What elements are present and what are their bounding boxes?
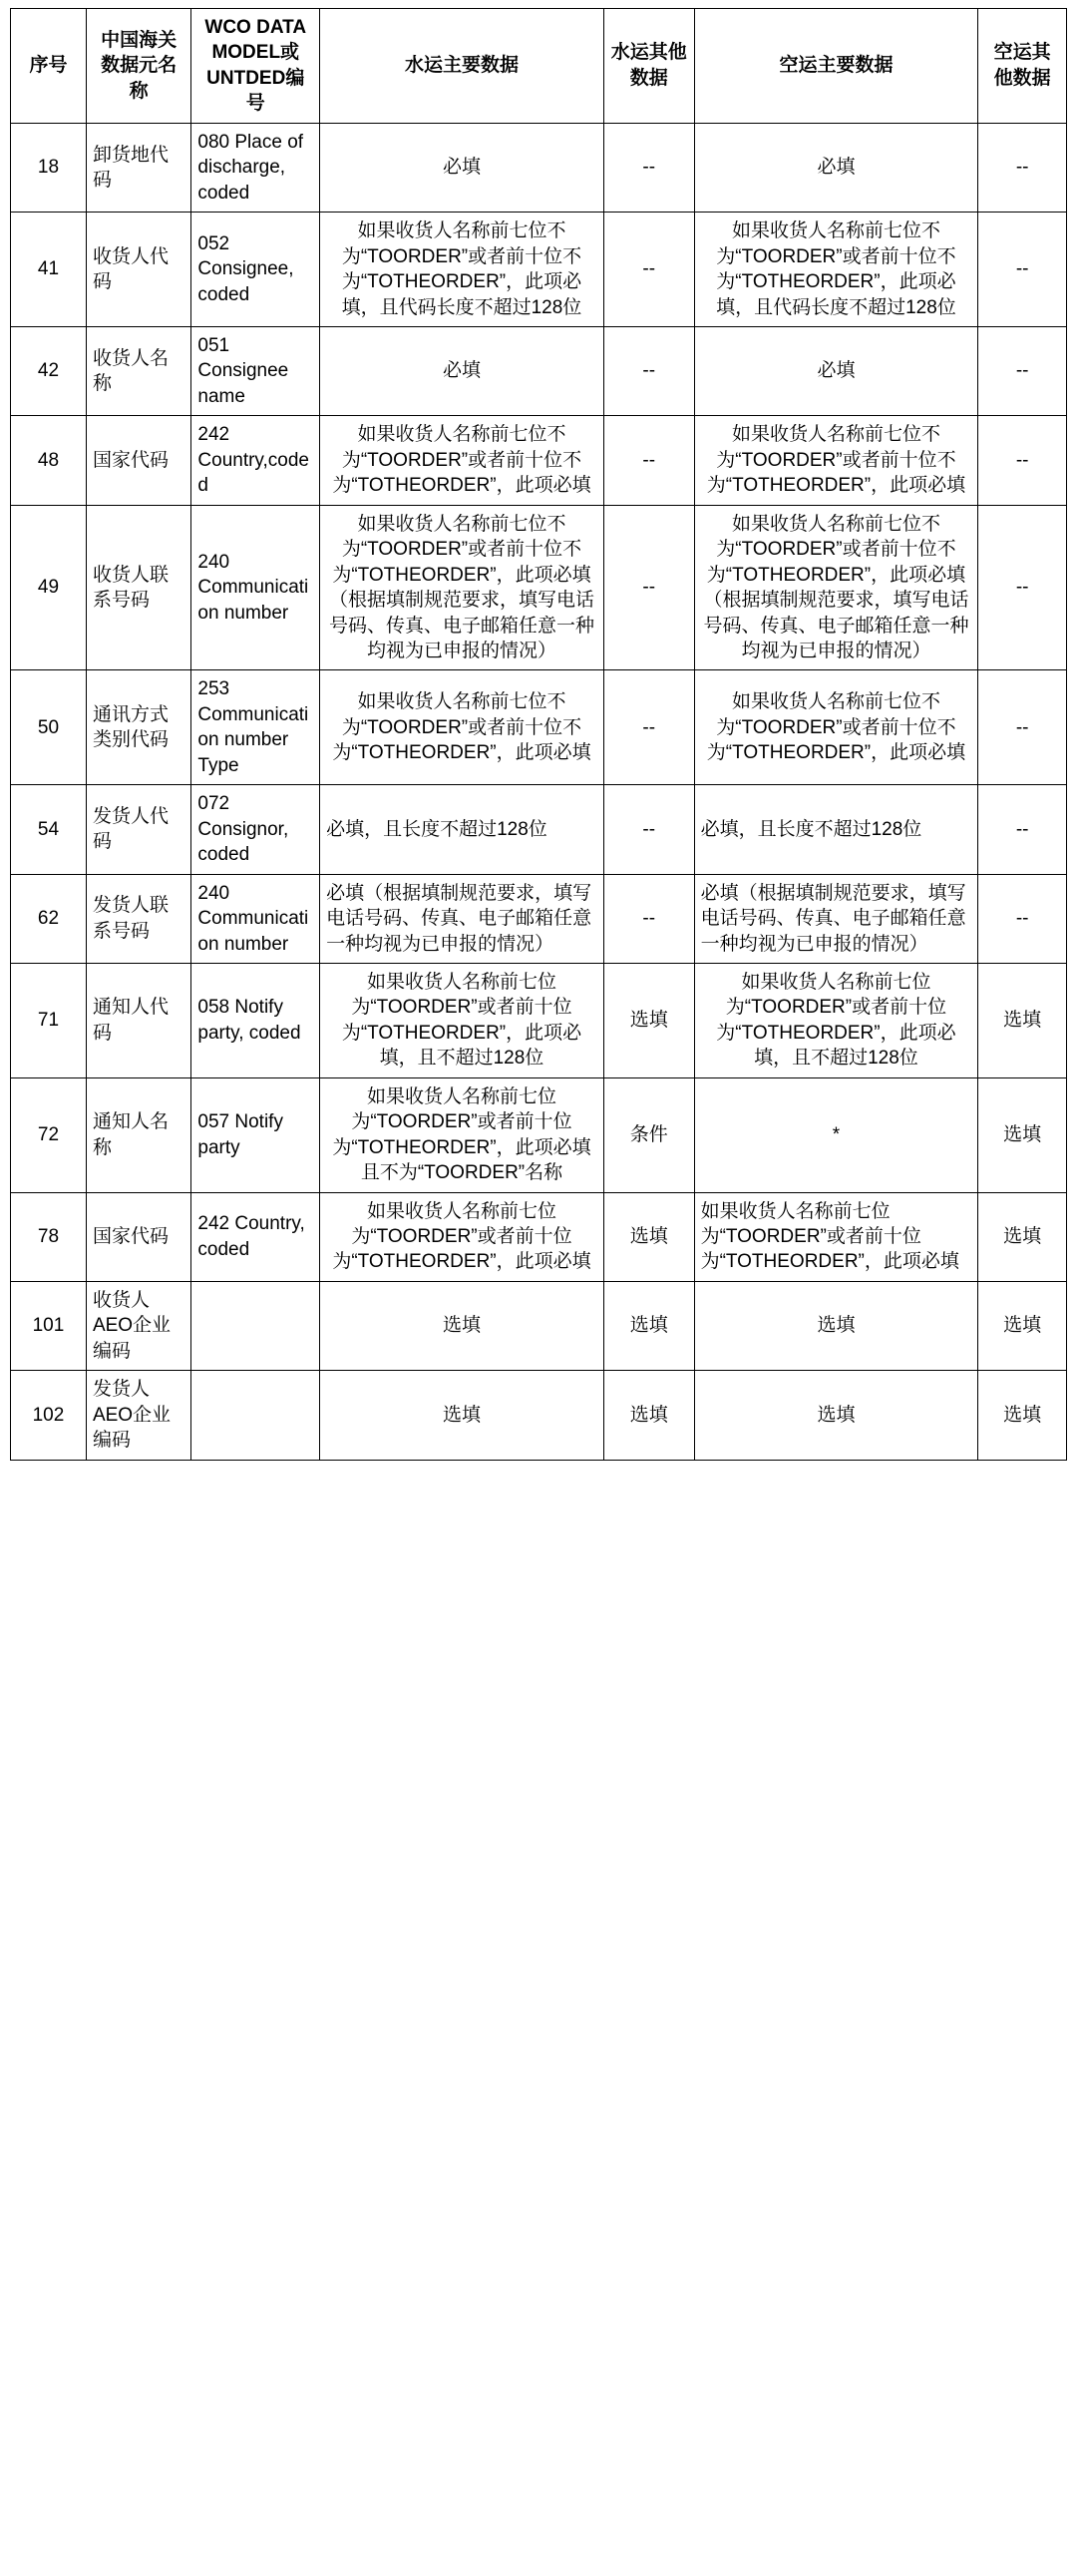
cell-sea-other: -- (603, 670, 694, 785)
column-header-sea-other-data: 水运其他数据 (603, 9, 694, 124)
table-row (11, 1281, 1067, 1370)
cell-element-name: 国家代码 (86, 416, 190, 505)
table-header (11, 9, 1067, 124)
table-row (11, 1371, 1067, 1460)
cell-air-other: 选填 (978, 963, 1067, 1077)
cell-air-main: 选填 (694, 1281, 978, 1370)
cell-wco-code: 253 Communication number Type (191, 670, 320, 785)
column-header-wco-untded-number: WCO DATA MODEL或UNTDED编号 (191, 9, 320, 124)
cell-air-other: -- (978, 326, 1067, 415)
cell-sea-main: 如果收货人名称前七位不为“TOORDER”或者前十位不为“TOTHEORDER”，此项必填 (320, 416, 604, 505)
cell-air-other: 选填 (978, 1077, 1067, 1192)
cell-air-main: 如果收货人名称前七位为“TOORDER”或者前十位为“TOTHEORDER”，此项必填 (694, 1192, 978, 1281)
table-body (11, 123, 1067, 1460)
cell-element-name: 通讯方式类别代码 (86, 670, 190, 785)
cell-air-main: 如果收货人名称前七位为“TOORDER”或者前十位为“TOTHEORDER”，此项必填，且不超过128位 (694, 963, 978, 1077)
column-header-air-main-data: 空运主要数据 (694, 9, 978, 124)
cell-sea-other: 选填 (603, 1192, 694, 1281)
cell-wco-code (191, 1281, 320, 1370)
cell-element-name: 收货人联系号码 (86, 505, 190, 670)
cell-sea-main: 选填 (320, 1371, 604, 1460)
cell-seq: 54 (11, 785, 87, 874)
cell-seq: 102 (11, 1371, 87, 1460)
cell-sea-main: 如果收货人名称前七位为“TOORDER”或者前十位为“TOTHEORDER”，此项必填，且不超过128位 (320, 963, 604, 1077)
table-row (11, 874, 1067, 963)
cell-wco-code: 051 Consignee name (191, 326, 320, 415)
cell-sea-other: 条件 (603, 1077, 694, 1192)
cell-sea-other: -- (603, 213, 694, 327)
cell-wco-code: 057 Notify party (191, 1077, 320, 1192)
cell-seq: 62 (11, 874, 87, 963)
cell-air-main: 必填，且长度不超过128位 (694, 785, 978, 874)
table-row (11, 123, 1067, 212)
cell-seq: 101 (11, 1281, 87, 1370)
table-row (11, 213, 1067, 327)
cell-sea-other: -- (603, 326, 694, 415)
cell-element-name: 通知人名称 (86, 1077, 190, 1192)
column-header-china-customs-element-name: 中国海关数据元名称 (86, 9, 190, 124)
cell-sea-other: 选填 (603, 963, 694, 1077)
cell-seq: 71 (11, 963, 87, 1077)
cell-element-name: 发货人联系号码 (86, 874, 190, 963)
cell-air-other: -- (978, 785, 1067, 874)
cell-air-other: 选填 (978, 1371, 1067, 1460)
cell-element-name: 收货人AEO企业编码 (86, 1281, 190, 1370)
column-header-sea-main-data: 水运主要数据 (320, 9, 604, 124)
cell-element-name: 通知人代码 (86, 963, 190, 1077)
cell-air-other: 选填 (978, 1281, 1067, 1370)
cell-air-main: 必填 (694, 123, 978, 212)
cell-air-main: 必填 (694, 326, 978, 415)
cell-sea-other: -- (603, 123, 694, 212)
cell-seq: 42 (11, 326, 87, 415)
table-row (11, 505, 1067, 670)
cell-sea-other: -- (603, 505, 694, 670)
cell-wco-code: 242 Country, coded (191, 1192, 320, 1281)
cell-air-other: -- (978, 416, 1067, 505)
customs-data-element-table (10, 8, 1067, 1461)
cell-sea-main: 如果收货人名称前七位为“TOORDER”或者前十位为“TOTHEORDER”，此项必填且不为“TOORDER”名称 (320, 1077, 604, 1192)
cell-element-name: 卸货地代码 (86, 123, 190, 212)
table-header-row (11, 9, 1067, 124)
cell-wco-code: 058 Notify party, coded (191, 963, 320, 1077)
cell-air-main: 选填 (694, 1371, 978, 1460)
table-row (11, 670, 1067, 785)
cell-sea-main: 必填（根据填制规范要求，填写电话号码、传真、电子邮箱任意一种均视为已申报的情况） (320, 874, 604, 963)
cell-wco-code: 240 Communication number (191, 874, 320, 963)
cell-air-main: 如果收货人名称前七位不为“TOORDER”或者前十位不为“TOTHEORDER”，此项必填 (694, 416, 978, 505)
cell-seq: 50 (11, 670, 87, 785)
cell-wco-code: 052 Consignee, coded (191, 213, 320, 327)
cell-sea-other: -- (603, 785, 694, 874)
cell-air-other: -- (978, 874, 1067, 963)
cell-wco-code: 242 Country,coded (191, 416, 320, 505)
cell-sea-main: 必填 (320, 326, 604, 415)
cell-air-other: 选填 (978, 1192, 1067, 1281)
cell-element-name: 国家代码 (86, 1192, 190, 1281)
cell-sea-other: -- (603, 416, 694, 505)
cell-sea-main: 选填 (320, 1281, 604, 1370)
cell-seq: 72 (11, 1077, 87, 1192)
cell-sea-other: 选填 (603, 1371, 694, 1460)
cell-seq: 48 (11, 416, 87, 505)
cell-sea-main: 如果收货人名称前七位为“TOORDER”或者前十位为“TOTHEORDER”，此项必填 (320, 1192, 604, 1281)
column-header-seq: 序号 (11, 9, 87, 124)
cell-air-other: -- (978, 213, 1067, 327)
cell-seq: 41 (11, 213, 87, 327)
cell-seq: 18 (11, 123, 87, 212)
table-row (11, 326, 1067, 415)
cell-air-main: 如果收货人名称前七位不为“TOORDER”或者前十位不为“TOTHEORDER”，此项必填 (694, 670, 978, 785)
cell-sea-other: 选填 (603, 1281, 694, 1370)
table-row (11, 1192, 1067, 1281)
table-row (11, 963, 1067, 1077)
cell-wco-code: 072 Consignor, coded (191, 785, 320, 874)
cell-element-name: 发货人代码 (86, 785, 190, 874)
cell-element-name: 收货人代码 (86, 213, 190, 327)
cell-air-main: 如果收货人名称前七位不为“TOORDER”或者前十位不为“TOTHEORDER”，此项必填，且代码长度不超过128位 (694, 213, 978, 327)
table-row (11, 416, 1067, 505)
cell-sea-main: 如果收货人名称前七位不为“TOORDER”或者前十位不为“TOTHEORDER”，此项必填（根据填制规范要求，填写电话号码、传真、电子邮箱任意一种均视为已申报的情况） (320, 505, 604, 670)
cell-sea-main: 必填，且长度不超过128位 (320, 785, 604, 874)
cell-element-name: 收货人名称 (86, 326, 190, 415)
cell-wco-code (191, 1371, 320, 1460)
cell-air-other: -- (978, 123, 1067, 212)
cell-wco-code: 080 Place of discharge, coded (191, 123, 320, 212)
cell-sea-other: -- (603, 874, 694, 963)
cell-air-other: -- (978, 505, 1067, 670)
cell-air-main: 必填（根据填制规范要求，填写电话号码、传真、电子邮箱任意一种均视为已申报的情况） (694, 874, 978, 963)
cell-element-name: 发货人AEO企业编码 (86, 1371, 190, 1460)
cell-sea-main: 如果收货人名称前七位不为“TOORDER”或者前十位不为“TOTHEORDER”，此项必填 (320, 670, 604, 785)
table-row (11, 1077, 1067, 1192)
cell-air-other: -- (978, 670, 1067, 785)
cell-air-main: 如果收货人名称前七位不为“TOORDER”或者前十位不为“TOTHEORDER”，此项必填（根据填制规范要求，填写电话号码、传真、电子邮箱任意一种均视为已申报的情况） (694, 505, 978, 670)
cell-air-main: * (694, 1077, 978, 1192)
cell-seq: 49 (11, 505, 87, 670)
table-row (11, 785, 1067, 874)
column-header-air-other-data: 空运其他数据 (978, 9, 1067, 124)
cell-wco-code: 240 Communication number (191, 505, 320, 670)
cell-sea-main: 必填 (320, 123, 604, 212)
cell-seq: 78 (11, 1192, 87, 1281)
cell-sea-main: 如果收货人名称前七位不为“TOORDER”或者前十位不为“TOTHEORDER”，此项必填，且代码长度不超过128位 (320, 213, 604, 327)
